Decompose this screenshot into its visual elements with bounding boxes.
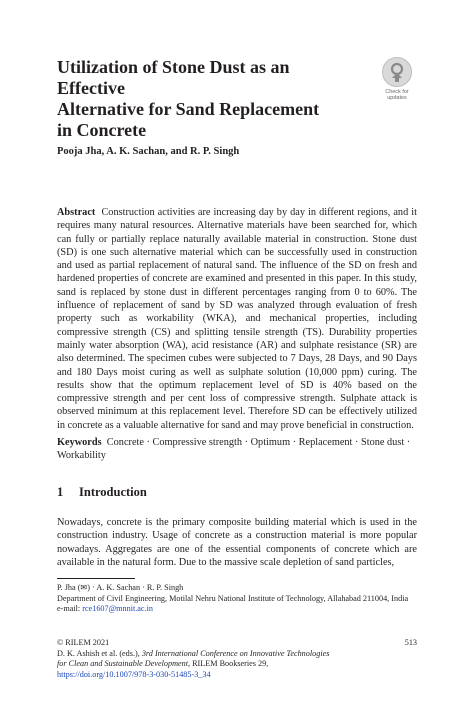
copyright-line: © RILEM 2021 (57, 638, 110, 647)
author-footnote (57, 583, 417, 615)
crossmark-icon (382, 57, 412, 87)
footnote-email-line (57, 604, 417, 615)
title-line-3: in Concrete (57, 120, 147, 140)
footnote-divider (57, 578, 135, 579)
badge-label (377, 89, 417, 101)
doi-link[interactable]: https://doi.org/10.1007/978-3-030-51485-3_34 (57, 670, 211, 680)
section-heading (57, 485, 147, 500)
copyright-block (57, 638, 417, 681)
abstract (57, 206, 417, 432)
conference-name-part-2: for Clean and Sustainable Development (57, 659, 188, 669)
introduction-paragraph: Nowadays, concrete is the primary composite building material which is used in the construction industry. Usage of concrete as a construction material is more popular nowadays. Aggregates are one of the essential components of concrete which are available in the natural form. Due to the massive scale depletion of sand particles, (57, 517, 417, 568)
keywords (57, 436, 417, 463)
citation-prefix: D. K. Ashish et al. (eds.), (57, 648, 140, 658)
paper-title (57, 57, 357, 141)
section-number: 1 (57, 485, 64, 499)
email-link[interactable]: rce1607@mnnit.ac.in (82, 604, 153, 614)
footnote-affiliation: Department of Civil Engineering, Motilal Nehru National Institute of Technology, Allahabad 211004, India (57, 593, 409, 603)
title-line-2: Alternative for Sand Replacement (57, 99, 320, 119)
footnote-authors: P. Jha (✉) · A. K. Sachan · R. P. Singh (57, 583, 184, 592)
citation-suffix: , RILEM Bookseries 29, (187, 659, 269, 669)
section-title: Introduction (79, 485, 147, 499)
email-label: e-mail: (57, 604, 81, 614)
author-list: Pooja Jha, A. K. Sachan, and R. P. Singh (57, 146, 240, 157)
title-line-1: Utilization of Stone Dust as an Effective (57, 57, 290, 98)
badge-label-line-2: updates (387, 95, 407, 101)
abstract-text: Construction activities are increasing day by day in different regions, and it requires many natural resources. Alternative materials have been searched for, which can fully or partially replace naturally available material in construction. Stone dust (SD) is one such alternative material which can be successfully used in construction and used as partial replacement of natural sand. The influence of the SD on fresh and hardened properties of concrete are examined and presented in this paper. In this study, sand is replaced by stone dust in different percentages ranging from 0 to 60%. The influence of replacement of sand by SD was analyzed through evaluation of fresh property such as workability (WKA), and mechanical properties, including compressive strength (CS) and splitting tensile strength (TS). Durability properties mainly water absorption (WA), acid resistance (AR) and sulphate resistance (SR) are also determined. The specimen cubes were subjected to 7 Days, 28 Days, and 90 Days and 180 Days moist curing as well as sulphate solution (10,000 ppm) curing. The results show that the optimum replacement level of SD is 40% based on the compressive strength and per cent loss of compressive strength. Sulphate attack is observed minimum at this replacement level. Therefore SD can be effectively utilized in concrete as a valuable alternative for sand and may prove beneficial in construction. (57, 207, 417, 431)
citation-line-1 (57, 649, 417, 660)
badge-label-line-1: Check for (385, 89, 409, 95)
check-for-updates-badge[interactable] (377, 57, 417, 101)
keywords-text: Concrete · Compressive strength · Optimum · Replacement · Stone dust · Workability (57, 437, 411, 462)
keywords-heading: Keywords (57, 437, 102, 448)
conference-name-part-1: 3rd International Conference on Innovative Technologies (141, 648, 330, 658)
citation-line-2 (57, 659, 417, 670)
page-number: 513 (404, 638, 417, 647)
abstract-heading: Abstract (57, 207, 96, 218)
